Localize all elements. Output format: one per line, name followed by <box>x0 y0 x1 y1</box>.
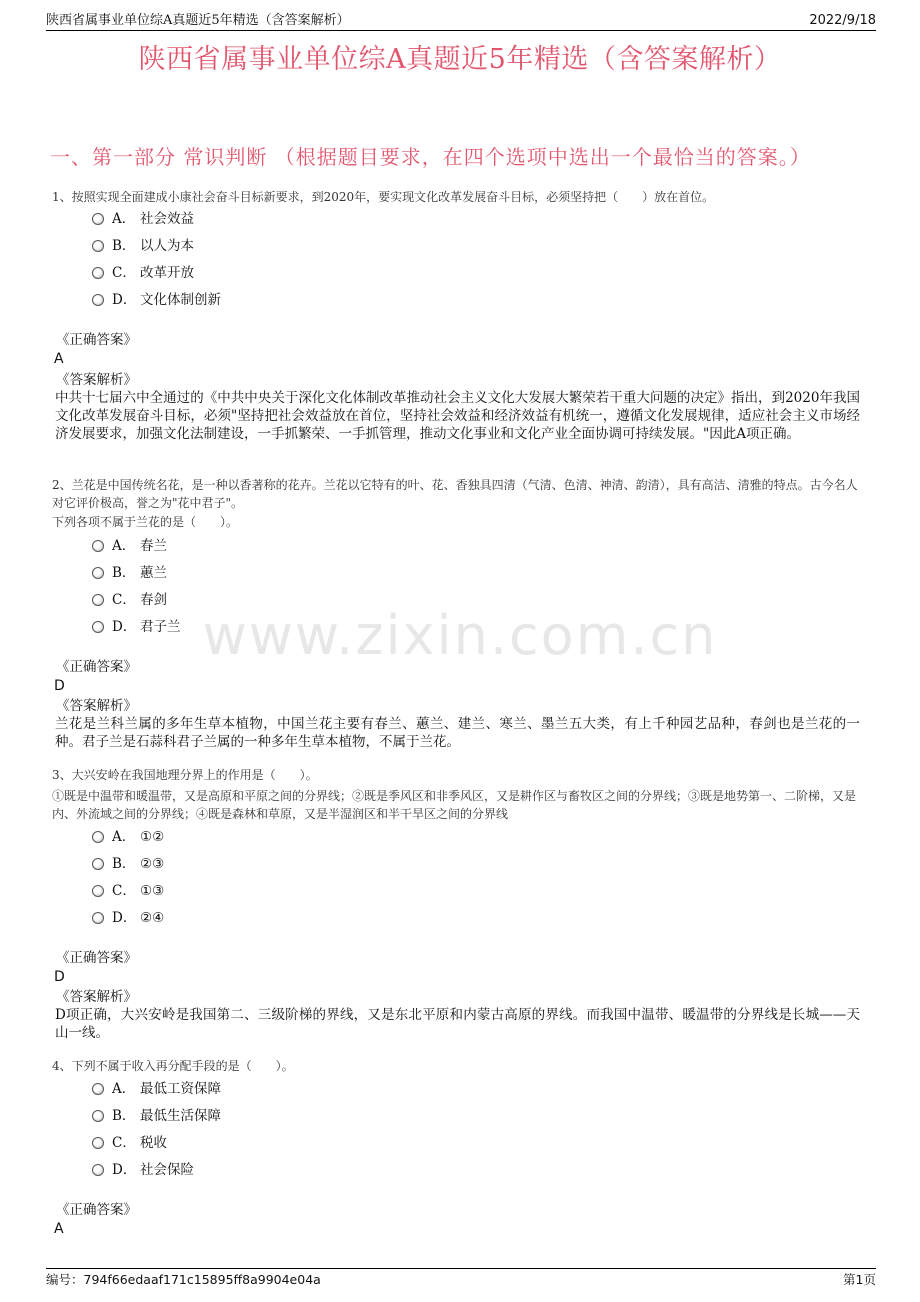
option-letter: B． <box>112 856 136 872</box>
option-letter: A． <box>112 538 136 554</box>
option-text: 文化体制创新 <box>140 292 221 308</box>
radio-icon[interactable] <box>92 540 104 552</box>
code-label: 编号： <box>46 1272 84 1287</box>
radio-icon[interactable] <box>92 294 104 306</box>
answer-label: 《正确答案》 <box>56 659 137 675</box>
answer-label: 《正确答案》 <box>56 950 137 966</box>
option-letter: C． <box>112 592 136 608</box>
radio-icon[interactable] <box>92 1110 104 1122</box>
radio-icon[interactable] <box>92 213 104 225</box>
answer-label: 《正确答案》 <box>56 1202 137 1218</box>
document-code <box>46 1270 321 1290</box>
page-header <box>46 12 876 31</box>
explanation-text: 兰花是兰科兰属的多年生草本植物，中国兰花主要有春兰、蕙兰、建兰、寒兰、墨兰五大类，有上千种园艺品种，春剑也是兰花的一种。君子兰是石蒜科君子兰属的一种多年生草本植物，不属于兰花。 <box>55 716 860 750</box>
option-d[interactable] <box>92 1160 194 1180</box>
option-letter: B． <box>112 565 136 581</box>
radio-icon[interactable] <box>92 885 104 897</box>
option-letter: D． <box>112 910 137 926</box>
question-stem: 2、兰花是中国传统名花，是一种以香著称的花卉。兰花以它特有的叶、花、香独具四清（气清、色清、神清、韵清），具有高洁、清雅的特点。古今名人对它评价极高，誉之为"花中君子"。 <box>52 478 858 510</box>
question-statements: ①既是中温带和暖温带，又是高原和平原之间的分界线；②既是季风区和非季风区，又是耕作区与畜牧区之间的分界线；③既是地势第一、二阶梯，又是内、外流域之间的分界线；④既是森林和草原，又是半湿润区和半干旱区之间的分界线 <box>52 789 857 821</box>
option-text: 社会效益 <box>140 211 194 227</box>
page-number <box>843 1270 876 1290</box>
option-b[interactable] <box>92 854 164 874</box>
explanation-label: 《答案解析》 <box>56 698 137 714</box>
question-stem: 4、下列不属于收入再分配手段的是（ ）。 <box>52 1059 294 1073</box>
option-letter: C． <box>112 883 136 899</box>
page-num: 1 <box>855 1272 864 1287</box>
option-text: 最低生活保障 <box>140 1108 221 1124</box>
option-letter: D． <box>112 1162 137 1178</box>
option-text: ②④ <box>140 910 165 926</box>
radio-icon[interactable] <box>92 240 104 252</box>
watermark: www.zixin.com.cn <box>202 604 718 667</box>
option-text: 蕙兰 <box>140 565 167 581</box>
option-text: 最低工资保障 <box>140 1081 221 1097</box>
option-text: 改革开放 <box>140 265 194 281</box>
option-letter: D． <box>112 619 137 635</box>
option-text: 春剑 <box>140 592 167 608</box>
header-date: 2022/9/18 <box>809 13 876 28</box>
option-letter: A． <box>112 1081 136 1097</box>
option-letter: B． <box>112 238 136 254</box>
option-c[interactable] <box>92 1133 167 1153</box>
radio-icon[interactable] <box>92 1137 104 1149</box>
option-text: ①③ <box>140 883 165 899</box>
option-b[interactable] <box>92 236 194 256</box>
document-title: 陕西省属事业单位综A真题近5年精选（含答案解析） <box>138 44 782 75</box>
page-footer <box>46 1268 876 1289</box>
option-text: 社会保险 <box>140 1162 194 1178</box>
section-heading: 一、第一部分 常识判断 （根据题目要求，在四个选项中选出一个最恰当的答案。） <box>50 145 811 169</box>
option-a[interactable] <box>92 1079 221 1099</box>
option-letter: B． <box>112 1108 136 1124</box>
answer-value: A <box>54 1221 64 1237</box>
option-text: ①② <box>140 829 165 845</box>
option-text: 税收 <box>140 1135 167 1151</box>
option-letter: D． <box>112 292 137 308</box>
option-d[interactable] <box>92 290 221 310</box>
option-d[interactable] <box>92 908 164 928</box>
header-doc-title: 陕西省属事业单位综A真题近5年精选（含答案解析） <box>46 13 350 28</box>
radio-icon[interactable] <box>92 267 104 279</box>
explanation-label: 《答案解析》 <box>56 989 137 1005</box>
radio-icon[interactable] <box>92 912 104 924</box>
option-letter: C． <box>112 265 136 281</box>
radio-icon[interactable] <box>92 858 104 870</box>
answer-value: A <box>54 351 64 367</box>
option-text: ②③ <box>140 856 165 872</box>
option-letter: A． <box>112 829 136 845</box>
option-c[interactable] <box>92 881 164 901</box>
option-b[interactable] <box>92 1106 221 1126</box>
radio-icon[interactable] <box>92 1083 104 1095</box>
option-a[interactable] <box>92 209 194 229</box>
option-text: 君子兰 <box>140 619 181 635</box>
question-stem: 3、大兴安岭在我国地理分界上的作用是（ ）。 <box>52 768 318 782</box>
answer-value: D <box>54 678 65 694</box>
option-a[interactable] <box>92 536 167 556</box>
option-c[interactable] <box>92 263 194 283</box>
option-text: 以人为本 <box>140 238 194 254</box>
question-stem: 1、按照实现全面建成小康社会奋斗目标新要求，到2020年，要实现文化改革发展奋斗目标，必须坚持把（ ）放在首位。 <box>52 190 715 204</box>
code-value: 794f66edaaf171c15895ff8a9904e04a <box>83 1272 321 1287</box>
option-a[interactable] <box>92 827 164 847</box>
answer-value: D <box>54 969 65 985</box>
option-text: 春兰 <box>140 538 167 554</box>
question-prompt: 下列各项不属于兰花的是（ ）。 <box>52 515 239 529</box>
explanation-text: D项正确，大兴安岭是我国第二、三级阶梯的界线，又是东北平原和内蒙古高原的界线。而我国中温带、暖温带的分界线是长城——天山一线。 <box>55 1007 860 1041</box>
radio-icon[interactable] <box>92 1164 104 1176</box>
option-letter: A． <box>112 211 136 227</box>
page-prefix: 第 <box>843 1272 856 1287</box>
radio-icon[interactable] <box>92 567 104 579</box>
radio-icon[interactable] <box>92 831 104 843</box>
answer-label: 《正确答案》 <box>56 332 137 348</box>
option-b[interactable] <box>92 563 167 583</box>
explanation-label: 《答案解析》 <box>56 372 137 388</box>
explanation-text: 中共十七届六中全通过的《中共中央关于深化文化体制改革推动社会主义文化大发展大繁荣若干重大问题的决定》指出，到2020年我国文化改革发展奋斗目标，必须"坚持把社会效益放在首位，坚持社会效益和经济效益有机统一，遵循文化发展规律，适应社会主义市场经济发展要求，加强文化法制建设，一手抓繁荣、一手抓管理，推动文化事业和文化产业全面协调可持续发展。"因此A项正确。 <box>55 390 860 442</box>
option-letter: C． <box>112 1135 136 1151</box>
page-suffix: 页 <box>863 1272 876 1287</box>
